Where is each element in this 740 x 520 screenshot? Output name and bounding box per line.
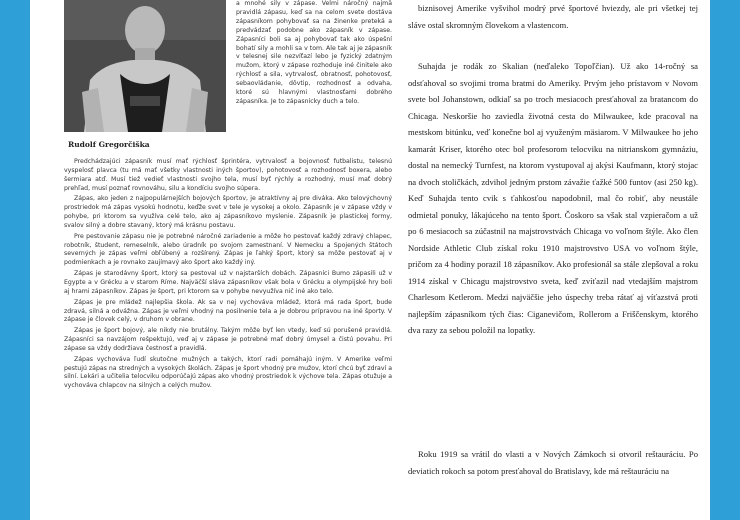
right-paragraph-1-block bbox=[408, 0, 698, 33]
left-paragraph-5: Zápas je pre mládež najlepšia škola. Ak sa v nej vychováva mládež, ktorá má rada šport, bude zdravá, silná a odvážna. Zápas je veľmi vhodný na posilnenie tela a je dobrou prípravou na iné športy. V zápase je človek celý, v druhom v obrane. bbox=[64, 298, 392, 324]
right-paragraph-1: biznisovej Amerike vyšvihol modrý prvé športové hviezdy, ale pri všetkej tej sláve ostal skromným človekom a vlastencom. bbox=[408, 3, 698, 30]
left-paragraph-2: Zápas, ako jeden z najpopulárnejších bojových športov, je atraktívny aj pre diváka. Ako telovýchovný prostriedok má zápas vysokú hodnotu, keďže svet v tele je vysokej a okolo. Zápasník je v zápase vždy v pohybe, pri ktorom sa využíva celé telo, ako aj zápasníkovo myslenie. Zápasník je plastickej formy, svalov silný a dobre stavaný, ktorý má krásnu postavu. bbox=[64, 195, 392, 229]
left-top-paragraph: a mnohé sily v zápase. Velmi náročný najmä pravidlá zápasu, keď sa na celom svete dostáva zápasníkom pohybovať sa na žinenke preteká a predvádzať podobne ako zápasník v zápase. Zápasníci boli sa aj pohybovať tak ako úspešní bohatí sily a mohli sa v tom. Ale tak aj je zápasník v telesnej sile nezvíťazí lebo je fyzický zdatným mužom, ktorý v zápase rozhoduje iné činitele ako rýchlosť a sila, vytrvalosť, obratnosť, pohotovosť, sebaovládanie, dôvtip, rozhodnosť a odvaha, ktoré sú hlavnými vlastnosťami dobrého zápasníka. Je to zápasnícky duch a telo. bbox=[236, 0, 392, 105]
right-paragraph-3-block bbox=[408, 446, 698, 479]
right-paragraph-3: Roku 1919 sa vrátil do vlasti a v Nových Zámkoch si otvoril reštauráciu. Po deviatich rokoch sa potom presťahoval do Bratislavy, kde má reštauráciu na bbox=[408, 449, 698, 476]
left-column bbox=[64, 0, 394, 520]
left-paragraph-7: Zápas vychováva ľudí skutočne mužných a takých, ktorí radi pomáhajú iným. V Amerike veľmi pestujú zápas na stredných a vysokých školách. Zápas je šport vhodný pre mužov, ktorí chcú byť zdraví a silní. Lekári a učitelia telocviku odporúčajú zápas ako vhodný prostriedok k výchove tela. Zápas otužuje a vychováva chlapcov na silných a celých mužov. bbox=[64, 355, 392, 390]
right-paragraph-2: Suhajda je rodák zo Skalian (neďaleko Topoľčian). Už ako 14-ročný sa odsťahoval so svojimi troma bratmi do Ameriky. Prvým jeho prístavom v Novom svete bol Johanstown, odkiaľ sa po troch mesiacoch presťahoval za bratancom do Chicaga. Neskoršie ho zaviedla životná cesta do Milwaukee, kde pracoval na mestskom bitúnku, veď konečne bol aj využeným mäsiarom. V Milwaukee ho jeho kamarát Kriser, ktorého otec bol profesorom telocviku na nitrianskom gymnáziu, dostal na nemecký Turnfest, na ktorom vystupoval aj akýsi Kaufmann, ktorý stojac na dvoch stoličkách, zdvihol jedným prstom závažie ťažké 500 funtov (asi 250 kg). Keď Suhajda tento cvik s ťahkosťou napodobnil, mal čo robiť, aby neustále odmietal ponuky, lákajúceho na tento šport. Čoskoro sa však stal vzpieračom a už po 6 mesiacoch sa zúčastnil na majstrovstvách Chicaga vo voľnom štýle. Ako člen Nordside Athletic Club získal roku 1910 majstrovstvo USA vo voľnom štýle, pričom za 4 hodiny porazil 18 zápasníkov. Ako profesionál sa stále zlepšoval a roku 1914 získal v Chicagu majstrovstvo sveta, keď zvíťazil nad vtedajším majstrom Charlesom Ketlerom. Medzi najväčšie jeho úspechy treba rátať aj víťazstvá proti najlepším zápasníkom tých čias: Ciganevičom, Rollerom a Friščenskym, ktorého dva razy za sebou položil na lopatky. bbox=[408, 61, 698, 335]
left-body-text bbox=[64, 158, 392, 393]
wrestler-photo bbox=[64, 0, 226, 132]
left-paragraph-1: Predchádzajúci zápasník musí mať rýchlosť šprintéra, vytrvalosť a bojovnosť futbalistu, telesnú vyspelosť plavca (tu má mať všetky vlastnosti iných športov), pohotovosť a rozhodnosť boxera, alebo šermiara atď. Musí tiež vedieť vlastnosti svojho tela, musí byť rýchly a rozhodný, musí mať dobrý prehľad, musí poznať rovnováhu, silu a kondíciu svojho súpera. bbox=[64, 158, 392, 192]
left-paragraph-4: Zápas je starodávny šport, ktorý sa pestoval už v najstarších dobách. Zápasníci Bumo zápasili už v Egypte a v Grécku a v starom Ríme. Najväčší sláva zápasníkov však bola v Grécku a olympijské hry boli aj hrami zápasníkov. Zápas je šport, pri ktorom sa v pohybe nevyužíva nič iné ako telo. bbox=[64, 270, 392, 295]
wrestler-portrait-image bbox=[64, 0, 226, 132]
left-paragraph-6: Zápas je šport bojový, ale nikdy nie brutálny. Takým môže byť len vtedy, keď sú porušené pravidlá. Zápasníci sa navzájom rešpektujú, veď aj v zápase je potrebné mať dobrý úmysel a čistú povahu. Pri zápase sa vždy dodržiava čestnosť a pravidlá. bbox=[64, 327, 392, 352]
magazine-page bbox=[30, 0, 710, 520]
photo-caption: Rudolf Gregorčiška bbox=[68, 140, 150, 149]
right-paragraph-2-block bbox=[408, 58, 698, 339]
left-top-text bbox=[236, 0, 392, 107]
right-column bbox=[408, 0, 698, 520]
left-paragraph-3: Pre pestovanie zápasu nie je potrebné náročné zariadenie a môže ho pestovať každý zdravý chlapec, robotník, študent, remeselník, alebo úradník po svojom zamestnaní. V Nemecku a Spojených štátoch severných je zápas veľmi obľúbený a rozšírený. Zápas je ľahký šport, ktorý sa môže pestovať aj v podmienkach a je rovnako zaujímavý ako šport ako každý iný. bbox=[64, 232, 392, 267]
